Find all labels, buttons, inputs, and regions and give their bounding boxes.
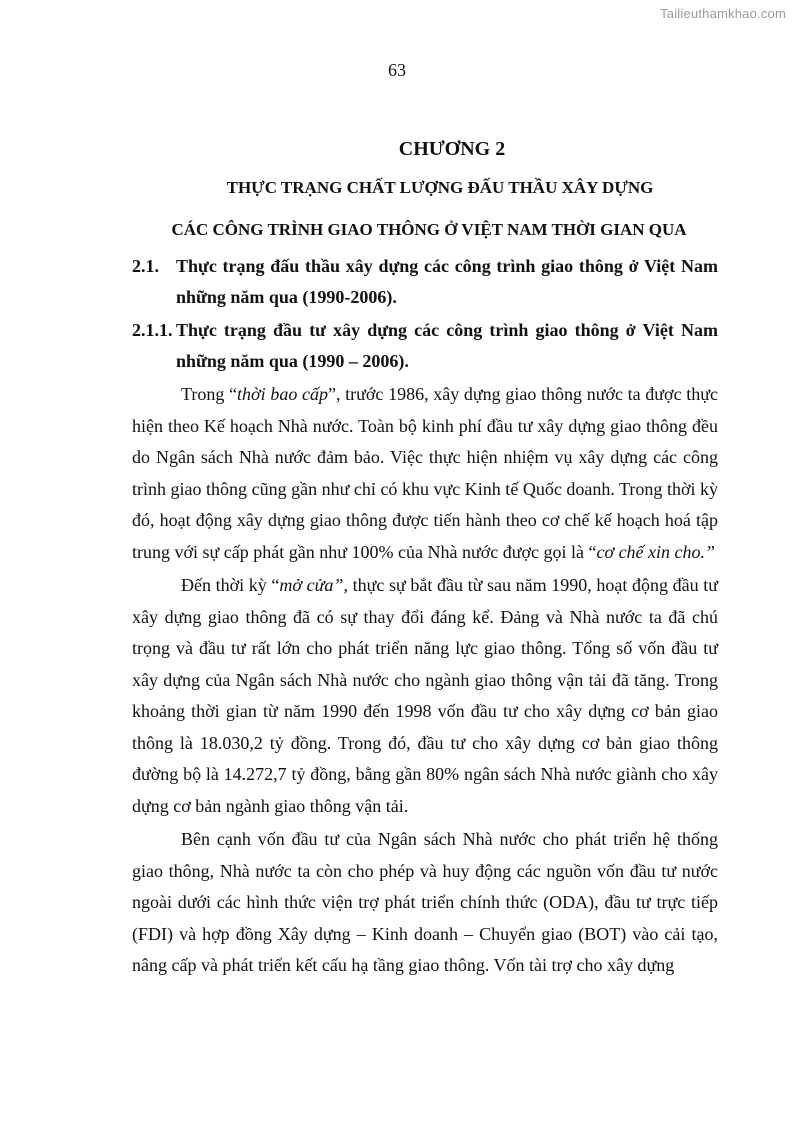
- italic-term: cơ chế xin cho.”: [596, 541, 716, 562]
- paragraph-text: Bên cạnh vốn đầu tư của Ngân sách Nhà nước cho phát triển hệ thống giao thông, Nhà nước ta còn cho phép và huy động các nguồn vốn đầu tư nước ngoài dưới các hình thức viện trợ phát triển chính thức (ODA), đầu tư trực tiếp (FDI) và hợp đồng Xây dựng – Kinh doanh – Chuyển giao (BOT) vào cải tạo, nâng cấp và phát triển kết cấu hạ tầng giao thông. Vốn tài trợ cho xây dựng: [132, 829, 718, 975]
- section-title: Thực trạng đấu thầu xây dựng các công trình giao thông ở Việt Nam những năm qua (1990-2006).: [176, 256, 718, 307]
- italic-term: mở cửa”,: [279, 575, 348, 595]
- italic-term: thời bao cấp: [237, 384, 328, 404]
- paragraph-text: ”, trước 1986, xây dựng giao thông nước ta được thực hiện theo Kế hoạch Nhà nước. Toàn bộ kinh phí đầu tư xây dựng giao thông đều do Ngân sách Nhà nước đảm bảo. Việc thực hiện nhiệm vụ xây dựng các công trình giao thông cũng gần như chỉ có khu vực Kinh tế Quốc doanh. Trong thời kỳ đó, hoạt động xây dựng giao thông được tiến hành theo cơ chế kế hoạch hoá tập trung với sự cấp phát gần như 100% của Nhà nước được gọi là “: [132, 384, 718, 562]
- paragraph-text: Đến thời kỳ “: [181, 575, 280, 595]
- section-title: Thực trạng đầu tư xây dựng các công trình giao thông ở Việt Nam những năm qua (1990 – 2006).: [176, 320, 718, 371]
- paragraph-2: [132, 570, 718, 822]
- section-number: 2.1.: [132, 256, 159, 276]
- section-heading-2-1: [132, 251, 718, 313]
- section-heading-2-1-1: [132, 315, 718, 377]
- paragraph-1: [132, 379, 718, 568]
- watermark: Tailieuthamkhao.com: [660, 6, 786, 21]
- section-number: 2.1.1.: [132, 320, 173, 340]
- chapter-subtitle-line-1: THỰC TRẠNG CHẤT LƯỢNG ĐẤU THẦU XÂY DỰNG: [226, 178, 654, 197]
- document-body: [132, 138, 718, 982]
- paragraph-text: thực sự bắt đầu từ sau năm 1990, hoạt động đầu tư xây dựng giao thông đã có sự thay đổi đáng kể. Đảng và Nhà nước ta đã chú trọng và đầu tư rất lớn cho phát triển năng lực giao thông. Tổng số vốn đầu tư xây dựng của Ngân sách Nhà nước cho ngành giao thông vận tải đã tăng. Trong khoảng thời gian từ năm 1990 đến 1998 vốn đầu tư cho xây dựng cơ bản giao thông là 18.030,2 tỷ đồng. Trong đó, đầu tư cho xây dựng cơ bản giao thông đường bộ là 14.272,7 tỷ đồng, bằng gần 80% ngân sách Nhà nước giành cho xây dựng cơ bản ngành giao thông vận tải.: [132, 575, 718, 816]
- page-number: 63: [388, 60, 406, 80]
- paragraph-3: [132, 824, 718, 982]
- chapter-subtitle-line-2: CÁC CÔNG TRÌNH GIAO THÔNG Ở VIỆT NAM THỜI GIAN QUA: [171, 220, 687, 239]
- paragraph-text: Trong “: [181, 384, 238, 404]
- chapter-title: CHƯƠNG 2: [398, 138, 506, 160]
